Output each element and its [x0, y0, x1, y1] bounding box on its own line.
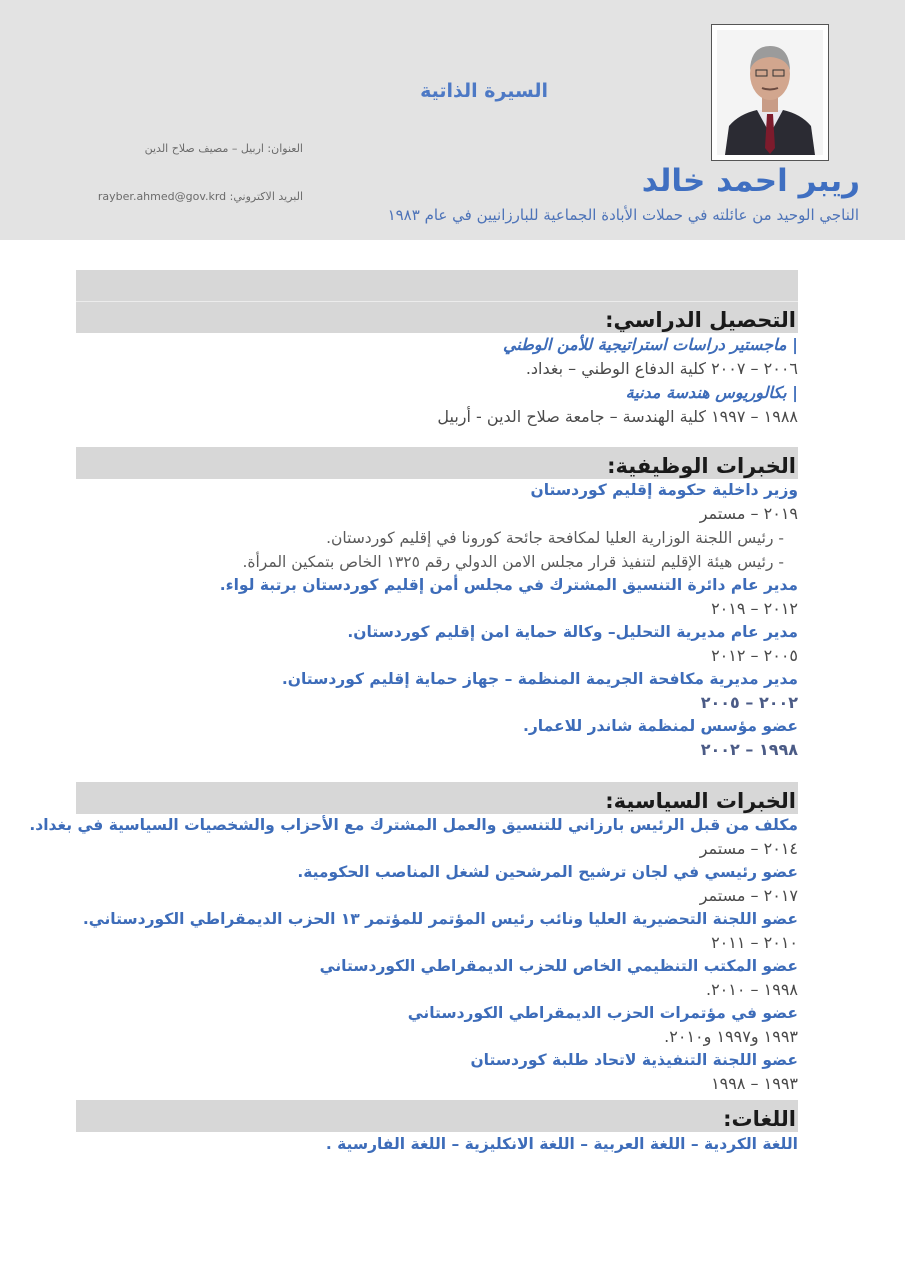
- degree-detail: ١٩٨٨ – ١٩٩٧ كلية الهندسة – جامعة صلاح الدين - أربيل: [437, 407, 798, 426]
- political-role: عضو المكتب التنظيمي الخاص للحزب الديمقراطي الكوردستاني: [319, 957, 798, 975]
- job-title: وزير داخلية حكومة إقليم كوردستان: [530, 481, 798, 499]
- career-item: [76, 621, 798, 668]
- degree-title: ماجستير دراسات استراتيجية للأمن الوطني: [502, 335, 787, 354]
- political-role: عضو في مؤتمرات الحزب الديمقراطي الكوردستاني: [407, 1004, 798, 1022]
- job-bullet: - رئيس هيئة الإقليم لتنفيذ قرار مجلس الامن الدولي رقم ١٣٢٥ الخاص بتمكين المرأة.: [242, 553, 784, 571]
- job-title: عضو مؤسس لمنظمة شاندر للاعمار.: [522, 717, 798, 735]
- education-title: التحصيل الدراسي:: [605, 308, 796, 332]
- education-item: | بكالوريوس هندسة مدنية ١٩٨٨ – ١٩٩٧ كلية الهندسة – جامعة صلاح الدين - أربيل: [76, 381, 798, 429]
- political-item: [76, 861, 798, 908]
- job-title: مدير عام مديرية التحليل– وكالة حماية امن إقليم كوردستان.: [347, 623, 798, 641]
- political-title: الخبرات السياسية:: [605, 789, 796, 813]
- career-title: الخبرات الوظيفية:: [607, 454, 796, 478]
- job-title: مدير عام دائرة التنسيق المشترك في مجلس أمن إقليم كوردستان برتبة لواء.: [219, 576, 798, 594]
- degree-detail: ٢٠٠٦ – ٢٠٠٧ كلية الدفاع الوطني – بغداد.: [525, 359, 798, 378]
- address-line: العنوان: اربيل – مصيف صلاح الدين: [144, 142, 303, 155]
- political-role: عضو اللجنة التنفيذية لاتحاد طلبة كوردستان: [470, 1051, 798, 1069]
- job-date: ٢٠١٩ – مستمر: [699, 504, 798, 523]
- political-item: [76, 908, 798, 955]
- political-date: ٢٠١٠ – ٢٠١١: [711, 933, 798, 952]
- profile-photo: [717, 30, 823, 155]
- political-role: عضو اللجنة التحضيرية العليا ونائب رئيس المؤتمر للمؤتمر ١٣ الحزب الديمقراطي الكوردستاني.: [82, 910, 798, 928]
- email-line: البريد الاكتروني: rayber.ahmed@gov.krd: [97, 190, 303, 203]
- political-role: مكلف من قبل الرئيس بارزاني للتنسيق والعمل المشترك مع الأحزاب والشخصيات السياسية في بغداد.: [29, 816, 798, 834]
- political-date: ١٩٩٣ – ١٩٩٨: [711, 1074, 798, 1093]
- job-date: ٢٠٠٥ – ٢٠١٢: [711, 646, 798, 665]
- career-item: [76, 479, 798, 574]
- political-item: [76, 1002, 798, 1049]
- header-band: [0, 0, 905, 240]
- political-item: [76, 1049, 798, 1096]
- career-item: [76, 668, 798, 715]
- tagline: الناجي الوحيد من عائلته في حملات الأبادة الجماعية للبارزانيين في عام ١٩٨٣: [387, 206, 859, 224]
- career-item: [76, 715, 798, 762]
- languages-section-header: [76, 1100, 798, 1132]
- job-date: ١٩٩٨ – ٢٠٠٢: [700, 740, 798, 759]
- political-item: [76, 955, 798, 1002]
- job-date: ٢٠٠٢ – ٢٠٠٥: [700, 693, 798, 712]
- cv-title: السيرة الذاتية: [420, 80, 548, 102]
- political-item: [29, 814, 798, 861]
- political-section-header: [76, 782, 798, 814]
- full-name: ريبر احمد خالد: [641, 163, 860, 199]
- career-section-header: [76, 447, 798, 479]
- education-item: | ماجستير دراسات استراتيجية للأمن الوطني ٢٠٠٦ – ٢٠٠٧ كلية الدفاع الوطني – بغداد.: [76, 333, 798, 381]
- cv-content: [29, 270, 798, 1156]
- languages-title: اللغات:: [723, 1107, 796, 1131]
- political-date: ٢٠١٧ – مستمر: [699, 886, 798, 905]
- job-bullet: - رئيس اللجنة الوزارية العليا لمكافحة جائحة كورونا في إقليم كوردستان.: [326, 529, 784, 547]
- political-date: ١٩٩٣ و١٩٩٧ و٢٠١٠.: [664, 1027, 798, 1046]
- political-date: ١٩٩٨ – ٢٠١٠.: [705, 980, 798, 999]
- political-role: عضو رئيسي في لجان ترشيح المرشحين لشغل المناصب الحكومية.: [297, 863, 798, 881]
- job-title: مدير مديرية مكافحة الجريمة المنظمة – جهاز حماية إقليم كوردستان.: [281, 670, 798, 688]
- languages-list: اللغة الكردية – اللغة العربية – اللغة الانكليزية – اللغة الفارسية .: [325, 1135, 798, 1153]
- job-date: ٢٠١٢ – ٢٠١٩: [711, 599, 798, 618]
- political-date: ٢٠١٤ – مستمر: [699, 839, 798, 858]
- education-section-header: [76, 270, 798, 333]
- degree-title: بكالوريوس هندسة مدنية: [625, 383, 787, 402]
- profile-photo-frame: [711, 24, 829, 161]
- career-item: [76, 574, 798, 621]
